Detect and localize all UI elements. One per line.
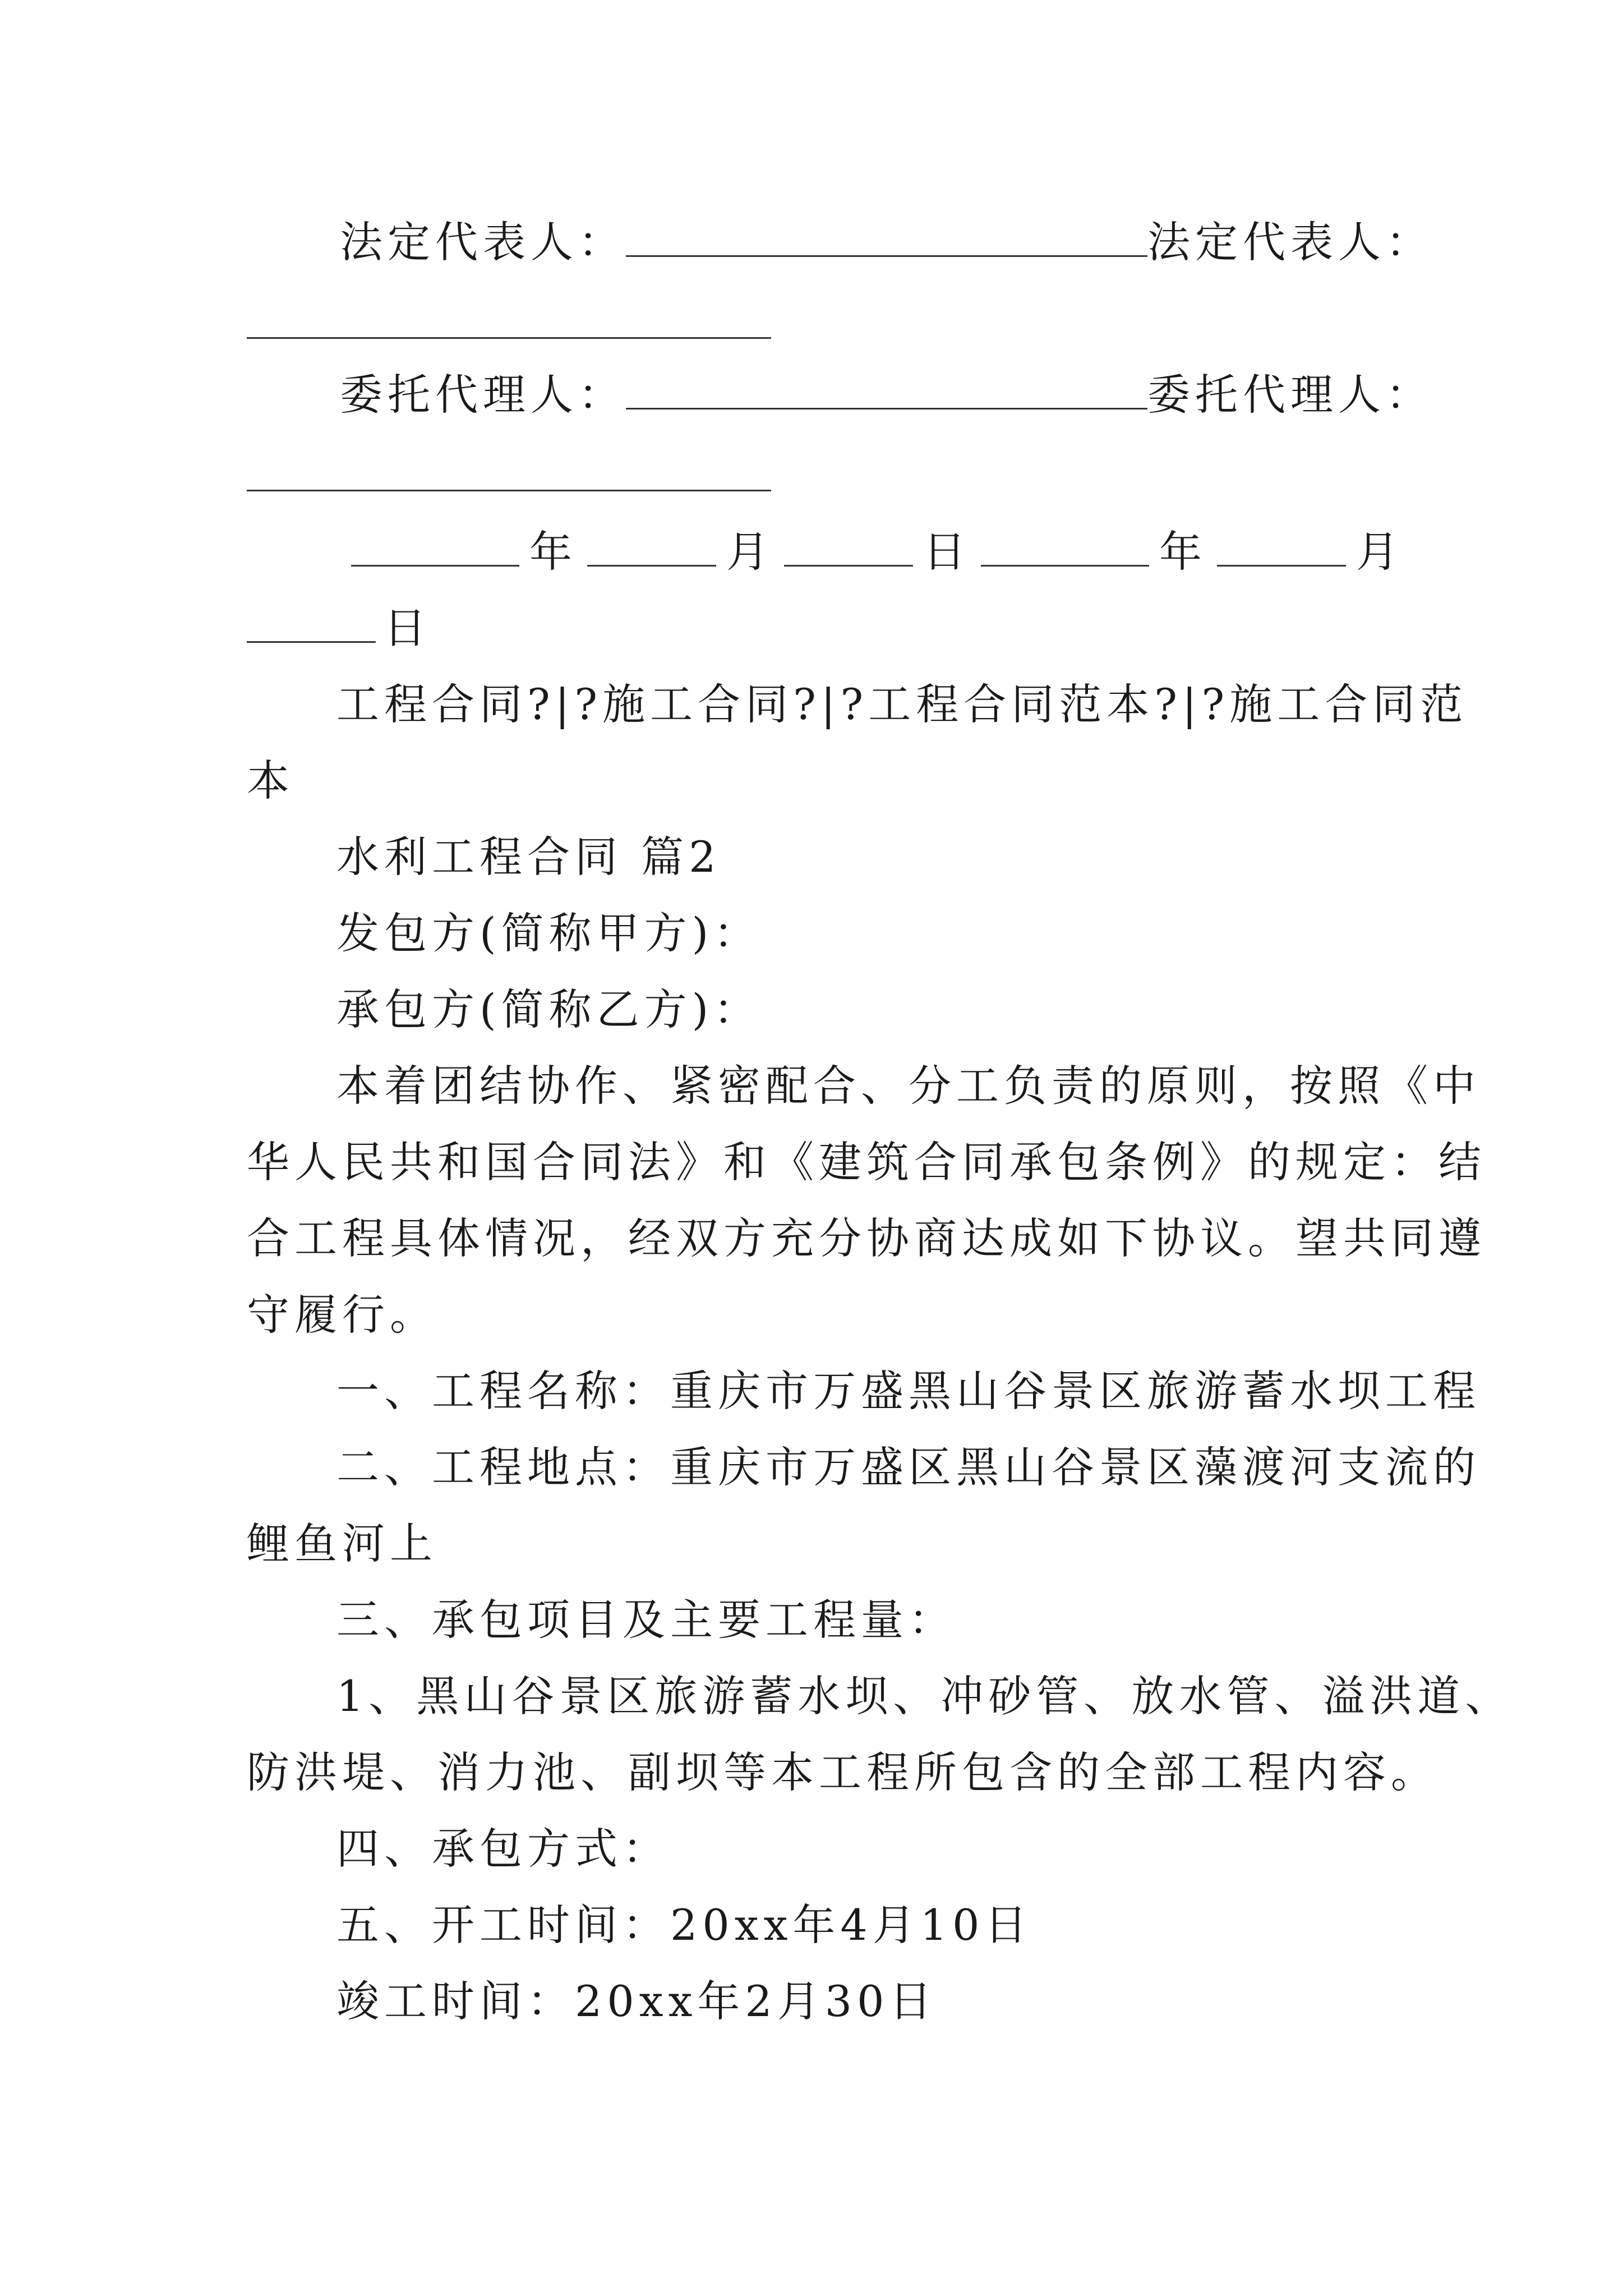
legal-rep-blank-party-a [626,222,1147,257]
preamble-line-3: 合工程具体情况，经双方充分协商达成如下协议。望共同遵 [247,1213,1486,1263]
clause-4-contract-method: 四、承包方式： [336,1824,670,1874]
year-blank-a [351,531,519,567]
clause-3-1: 1、黑山谷景区旅游蓄水坝、冲砂管、放水管、溢洪道、 [336,1671,1513,1721]
agent-continuation [247,455,771,498]
month-label-a: 月 [726,527,774,577]
month-blank-b [1217,531,1346,567]
day-label-b: 日 [384,603,431,653]
legal-rep-label-party-a: 法定代表人： [340,217,626,267]
agent-blank-party-b [247,456,771,491]
date-continuation [247,603,431,653]
legal-rep-label-party-b: 法定代表人： [1147,217,1433,267]
year-label-a: 年 [529,527,577,577]
clause-5-start-date: 五、开工时间：20xx年4月10日 [336,1900,1032,1950]
tags-line: 工程合同?|?施工合同?|?工程合同范本?|?施工合同范 [336,679,1468,729]
preamble-line-2: 华人民共和国合同法》和《建筑合同承包条例》的规定：结 [247,1137,1486,1187]
year-label-b: 年 [1159,527,1207,577]
date-line [351,527,1414,577]
section-title: 水利工程合同 篇2 [336,832,721,882]
clause-3-scope: 三、承包项目及主要工程量： [336,1595,956,1645]
agent-label-party-b: 委托代理人： [1147,370,1433,420]
employer-line: 发包方(简称甲方)： [336,908,762,958]
clause-3-1-continuation: 防洪堤、消力池、副坝等本工程所包含的全部工程内容。 [247,1747,1438,1797]
completion-date: 竣工时间：20xx年2月30日 [336,1976,937,2026]
tags-line-continuation: 本 [247,756,294,806]
agent-label-party-a: 委托代理人： [340,370,626,420]
clause-2-project-location: 二、工程地点：重庆市万盛区黑山谷景区藻渡河支流的 [336,1442,1481,1492]
legal-rep-blank-party-b [247,303,771,339]
legal-rep-continuation [247,303,771,346]
agent-line [340,370,1433,420]
day-blank-b [247,608,376,643]
clause-2-continuation: 鲤鱼河上 [247,1519,437,1568]
agent-blank-party-a [626,374,1147,409]
preamble-line-4: 守履行。 [247,1290,437,1340]
contractor-line: 承包方(简称乙方)： [336,984,762,1034]
legal-rep-line [340,217,1433,267]
preamble-line-1: 本着团结协作、紧密配合、分工负责的原则，按照《中 [336,1061,1481,1111]
month-label-b: 月 [1356,527,1404,577]
month-blank-a [587,531,716,567]
day-label-a: 日 [923,527,971,577]
clause-1-project-name: 一、工程名称：重庆市万盛黑山谷景区旅游蓄水坝工程 [336,1366,1481,1416]
year-blank-b [981,531,1149,567]
day-blank-a [784,531,913,567]
